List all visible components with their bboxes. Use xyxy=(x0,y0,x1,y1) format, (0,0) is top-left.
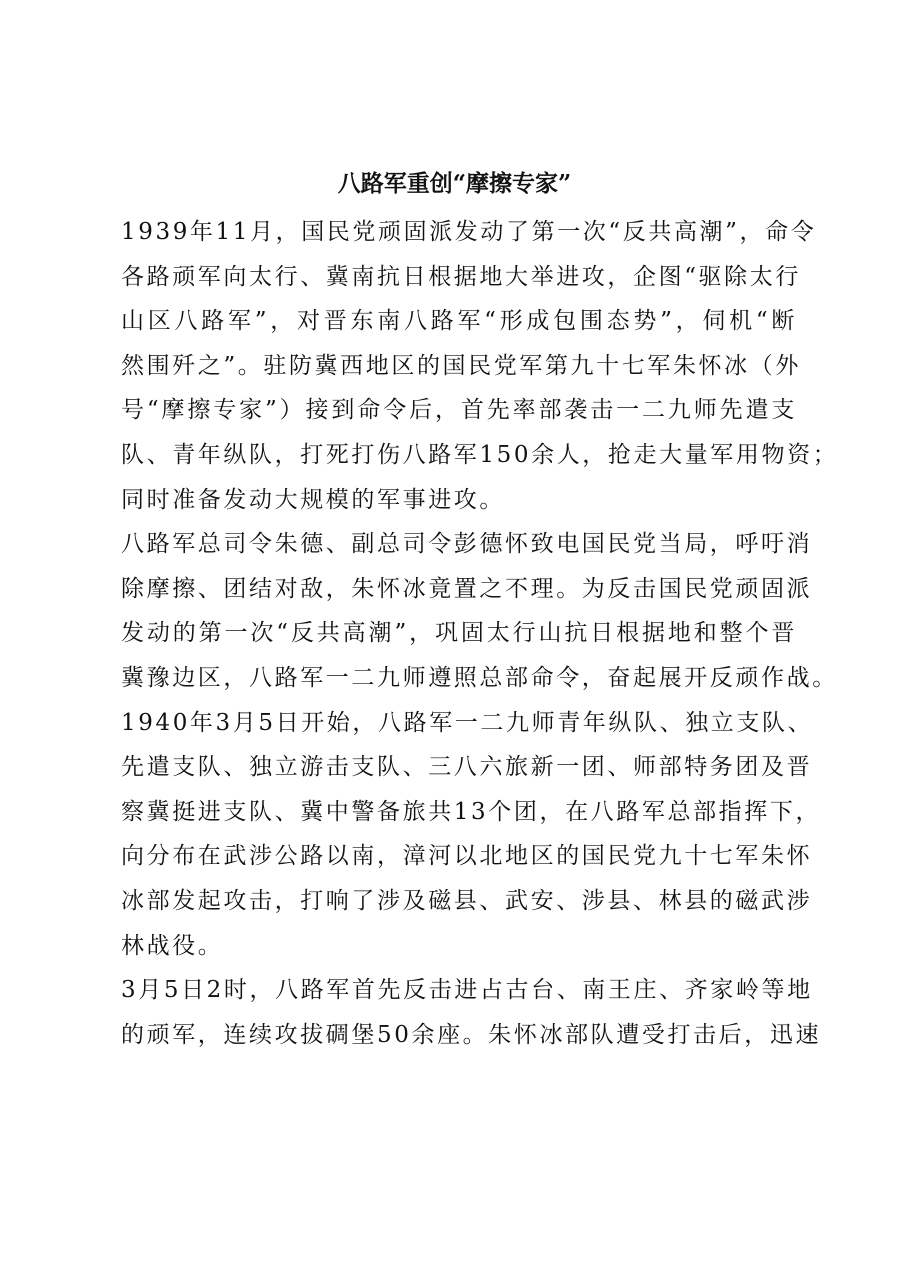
text-line: 冰部发起攻击，打响了涉及磁县、武安、涉县、林县的磁武涉 xyxy=(121,887,813,914)
text-line: 然围歼之”。驻防冀西地区的国民党军第九十七军朱怀冰（外 xyxy=(121,352,801,379)
text-line: 各路顽军向太行、冀南抗日根据地大举进攻，企图“驱除太行 xyxy=(121,263,801,290)
text-line: 同时准备发动大规模的军事进攻。 xyxy=(121,486,505,513)
text-line: 冀豫边区，八路军一二九师遵照总部命令，奋起展开反顽作战。 xyxy=(121,664,838,691)
text-line: 林战役。 xyxy=(121,932,224,959)
text-line: 除摩擦、团结对敌，朱怀冰竟置之不理。为反击国民党顽固派 xyxy=(121,575,813,602)
text-line: 山区八路军”，对晋东南八路军“形成包围态势”，伺机“断 xyxy=(121,308,797,335)
text-line: 先遣支队、独立游击支队、三八六旅新一团、师部特务团及晋 xyxy=(121,754,813,781)
text-line: 1939年11月，国民党顽固派发动了第一次“反共高潮”，命令 xyxy=(121,219,817,245)
text-line: 队、青年纵队，打死打伤八路军150余人，抢走大量军用物资； xyxy=(121,441,839,468)
text-line: 向分布在武涉公路以南，漳河以北地区的国民党九十七军朱怀 xyxy=(121,843,813,870)
paragraph-3 xyxy=(121,968,822,1057)
document-body xyxy=(121,210,839,1057)
document-title: 八路军重创“摩擦专家” xyxy=(337,170,572,197)
text-line: 发动的第一次“反共高潮”，巩固太行山抗日根据地和整个晋 xyxy=(121,620,797,647)
text-line: 八路军总司令朱德、副总司令彭德怀致电国民党当局，呼吁消 xyxy=(121,531,813,558)
paragraph-2 xyxy=(121,522,838,968)
paragraph-1 xyxy=(121,210,839,522)
text-line: 号“摩擦专家”）接到命令后，首先率部袭击一二九师先遣支 xyxy=(121,397,797,424)
text-line: 察冀挺进支队、冀中警备旅共13个团，在八路军总部指挥下， xyxy=(121,798,822,825)
text-line: 1940年3月5日开始，八路军一二九师青年纵队、独立支队、 xyxy=(121,709,814,736)
text-line: 的顽军，连续攻拔碉堡50余座。朱怀冰部队遭受打击后，迅速 xyxy=(121,1021,822,1048)
text-line: 3月5日2时，八路军首先反击进占古台、南王庄、齐家岭等地 xyxy=(121,977,813,1004)
